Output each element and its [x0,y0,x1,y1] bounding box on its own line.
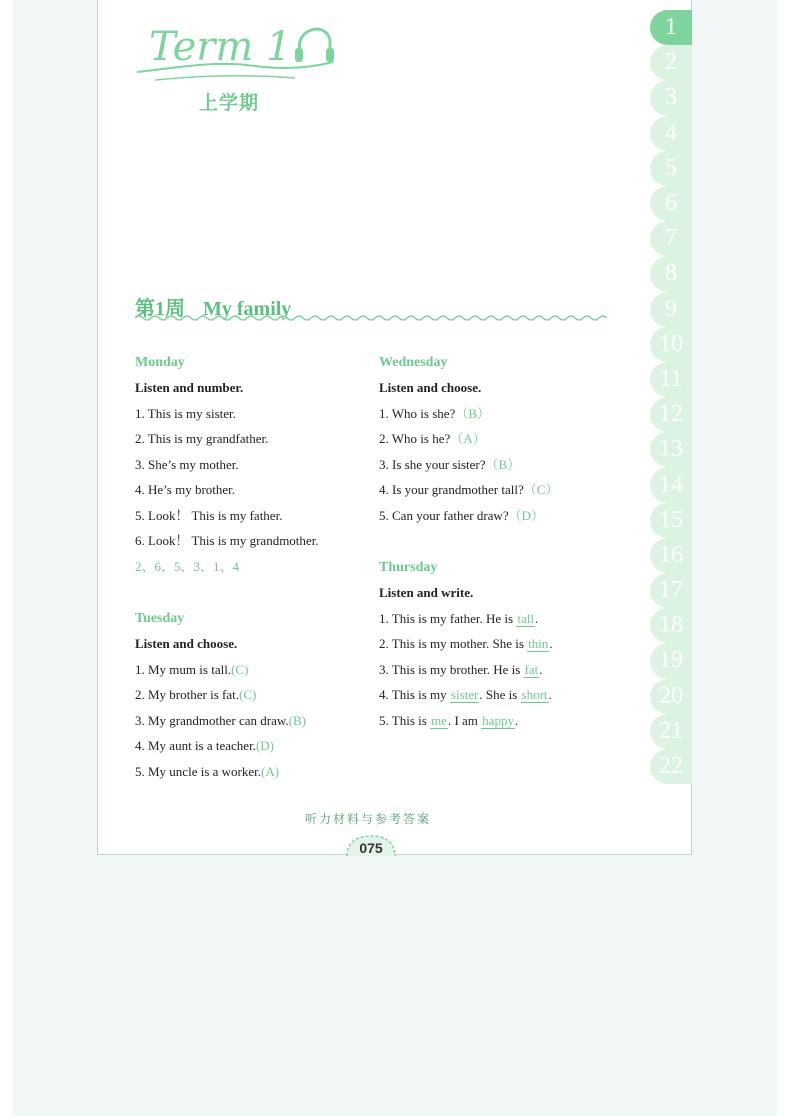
list-item [135,759,355,785]
sentence-part: 2. This is my mother. She is [379,636,528,651]
answer-choice: (C) [231,661,249,677]
filled-blank: sister [450,687,479,702]
list-item [135,708,355,734]
thursday-heading: Thursday [379,560,438,575]
title-wave-underline [135,314,607,322]
question-text: 5. Can your father draw? [379,507,509,523]
answer-choice: （B） [485,456,521,472]
filled-blank: me [431,712,447,728]
week-number: 第1周 [135,298,185,320]
sentence-part: . She is [479,687,521,702]
sentence-part: . [539,661,543,677]
week-tab-5[interactable]: 5 [650,151,692,186]
question-text: 1. Who is she? [379,405,456,421]
question-text: 4. My aunt is a teacher. [135,738,256,753]
answer-choice: (D) [255,738,274,753]
week-tab-19[interactable]: 19 [650,643,692,678]
week-tab-17[interactable]: 17 [650,573,692,608]
semester-label: 上学期 [199,93,260,114]
term-logo [135,10,340,90]
list-item [379,631,609,657]
answer-choice: （D） [508,507,544,523]
wednesday-instruction: Listen and choose. [379,380,482,395]
sentence-part: 4. This is my [379,687,450,702]
week-tab-16[interactable]: 16 [650,538,692,573]
question-text: 3. Is she your sister? [379,456,486,472]
term-logo-graphic [135,10,340,90]
list-item [379,606,609,632]
list-item [379,452,609,478]
sentence-part: 3. This is my brother. He is [379,661,524,677]
week-tab-15[interactable]: 15 [650,503,692,538]
week-tab-21[interactable]: 21 [650,714,692,749]
week-tab-1[interactable]: 1 [650,10,692,45]
sentence-part: 1. This is my father. He is [379,610,517,626]
filled-blank: happy [482,712,514,728]
list-item [379,708,609,734]
term-logo-text: Term 1 [149,24,292,70]
question-text: 5. My uncle is a worker. [135,763,262,779]
list-item [135,682,355,708]
list-item: 2. This is my grandfather. [135,431,269,446]
footer-caption: 听力材料与参考答案 [305,812,432,826]
thursday-instruction: Listen and write. [379,585,474,600]
sentence-part: . [549,636,553,651]
page-number: 075 [359,840,383,856]
filled-blank: fat [524,661,539,677]
answer-choice: （B） [455,405,490,421]
filled-blank: short [521,687,548,702]
answer-choice: （A） [450,431,486,446]
week-tab-12[interactable]: 12 [650,397,692,432]
monday-answer: 2、6、5、3、1、4 [135,558,240,574]
answer-choice: （C） [523,482,559,497]
question-text: 3. My grandmother can draw. [135,712,289,728]
list-item [379,401,609,427]
week-tabs [650,10,692,784]
list-item [379,503,609,529]
week-tab-7[interactable]: 7 [650,221,692,256]
list-item [379,682,609,708]
week-tab-11[interactable]: 11 [650,362,692,397]
week-tab-22[interactable]: 22 [650,749,692,784]
week-topic: My family [203,298,292,320]
sentence-part: 5. This is [379,712,431,728]
question-text: 1. My mum is tall. [135,661,232,677]
list-item: 4. He’s my brother. [135,482,236,497]
week-tab-6[interactable]: 6 [650,186,692,221]
tuesday-heading: Tuesday [135,611,185,626]
monday-heading: Monday [135,355,185,370]
filled-blank: thin [528,636,549,651]
list-item [135,733,355,759]
week-tab-2[interactable]: 2 [650,45,692,80]
sentence-part: . [514,712,519,728]
week-tab-10[interactable]: 10 [650,327,692,362]
week-tab-14[interactable]: 14 [650,467,692,502]
left-column [135,350,355,784]
week-tab-20[interactable]: 20 [650,679,692,714]
sentence-part: . I am [447,712,482,728]
filled-blank: tall [517,610,534,626]
list-item: 3. She’s my mother. [135,456,239,472]
week-tab-18[interactable]: 18 [650,608,692,643]
list-item: 6. Look！ This is my grandmother. [135,533,319,548]
week-tab-13[interactable]: 13 [650,432,692,467]
week-tab-4[interactable]: 4 [650,116,692,151]
answer-choice: (B) [288,712,307,728]
list-item: 1. This is my sister. [135,405,236,421]
list-item [379,477,609,503]
list-item [379,657,609,683]
question-text: 4. Is your grandmother tall? [379,482,524,497]
answer-choice: (A) [261,763,280,779]
right-column [379,350,609,733]
week-tab-9[interactable]: 9 [650,292,692,327]
sentence-part: . [548,687,552,702]
list-item [135,657,355,683]
question-text: 2. Who is he? [379,431,451,446]
sentence-part: . [534,610,539,626]
list-item [379,426,609,452]
week-tab-8[interactable]: 8 [650,256,692,291]
wednesday-heading: Wednesday [379,355,448,370]
monday-instruction: Listen and number. [135,380,244,395]
week-tab-3[interactable]: 3 [650,80,692,115]
answer-choice: (C) [238,687,257,702]
tuesday-instruction: Listen and choose. [135,636,238,651]
question-text: 2. My brother is fat. [135,687,239,702]
list-item: 5. Look！ This is my father. [135,507,283,523]
